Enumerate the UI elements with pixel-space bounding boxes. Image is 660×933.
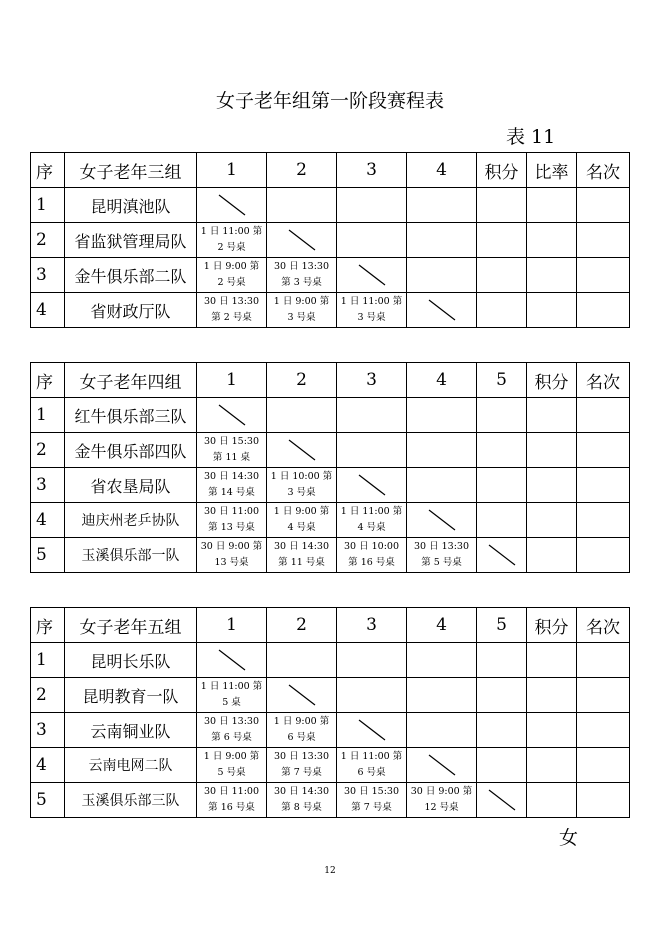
team-name: 玉溪俱乐部三队 xyxy=(65,783,197,818)
diagonal-cell xyxy=(407,748,477,783)
schedule-line: 6 号桌 xyxy=(357,767,386,778)
row-number: 5 xyxy=(31,538,65,573)
schedule-cell xyxy=(407,538,477,573)
empty-cell xyxy=(337,398,407,433)
schedule-line: 30 日 13:30 xyxy=(273,751,329,762)
schedule-line: 1 日 11:00 第 xyxy=(200,226,263,237)
header-cell: 积分 xyxy=(527,363,577,398)
schedule-line: 3 号桌 xyxy=(357,312,386,323)
empty-cell xyxy=(577,223,630,258)
table-row xyxy=(31,188,630,223)
schedule-line: 第 16 号桌 xyxy=(348,557,395,568)
empty-cell xyxy=(477,713,527,748)
header-cell: 4 xyxy=(407,363,477,398)
schedule-line: 1 日 10:00 第 xyxy=(270,471,333,482)
header-cell: 3 xyxy=(337,363,407,398)
schedule-cell xyxy=(337,748,407,783)
header-cell: 2 xyxy=(267,153,337,188)
header-cell: 4 xyxy=(407,153,477,188)
team-name: 金牛俱乐部二队 xyxy=(65,258,197,293)
header-row xyxy=(31,363,630,398)
row-number: 1 xyxy=(31,398,65,433)
header-cell: 女子老年四组 xyxy=(65,363,197,398)
row-number: 2 xyxy=(31,223,65,258)
diagonal-cell xyxy=(267,223,337,258)
schedule-cell xyxy=(197,468,267,503)
schedule-line: 5 号桌 xyxy=(217,767,246,778)
empty-cell xyxy=(577,748,630,783)
empty-cell xyxy=(477,223,527,258)
schedule-line: 1 日 9:00 第 xyxy=(203,261,260,272)
header-cell: 女子老年三组 xyxy=(65,153,197,188)
diagonal-slash-icon xyxy=(427,508,457,532)
schedule-line: 30 日 11:00 xyxy=(203,506,259,517)
empty-cell xyxy=(527,258,577,293)
empty-cell xyxy=(577,678,630,713)
header-row xyxy=(31,608,630,643)
empty-cell xyxy=(577,188,630,223)
empty-cell xyxy=(477,748,527,783)
empty-cell xyxy=(337,188,407,223)
schedule-line: 第 11 号桌 xyxy=(278,557,325,568)
empty-cell xyxy=(477,503,527,538)
empty-cell xyxy=(267,398,337,433)
header-cell: 名次 xyxy=(577,153,630,188)
team-name: 云南电网二队 xyxy=(65,748,197,783)
team-name: 省监狱管理局队 xyxy=(65,223,197,258)
header-cell: 积分 xyxy=(477,153,527,188)
empty-cell xyxy=(527,293,577,328)
schedule-cell xyxy=(337,293,407,328)
schedule-line: 第 16 号桌 xyxy=(208,802,255,813)
footer-char: 女 xyxy=(559,827,579,849)
empty-cell xyxy=(527,503,577,538)
empty-cell xyxy=(577,713,630,748)
header-cell: 5 xyxy=(477,608,527,643)
schedule-line: 第 7 号桌 xyxy=(351,802,392,813)
header-cell: 1 xyxy=(197,363,267,398)
row-number: 3 xyxy=(31,713,65,748)
schedule-line: 1 日 11:00 第 xyxy=(340,296,403,307)
row-number: 4 xyxy=(31,748,65,783)
schedule-line: 第 11 桌 xyxy=(212,452,251,463)
team-name: 省财政厅队 xyxy=(65,293,197,328)
empty-cell xyxy=(407,713,477,748)
schedule-cell xyxy=(267,713,337,748)
diagonal-slash-icon xyxy=(357,473,387,497)
diagonal-slash-icon xyxy=(487,788,517,812)
schedule-cell xyxy=(197,713,267,748)
diagonal-cell xyxy=(337,468,407,503)
diagonal-cell xyxy=(477,538,527,573)
schedule-cell xyxy=(267,468,337,503)
table-row xyxy=(31,223,630,258)
row-number: 2 xyxy=(31,433,65,468)
schedule-cell xyxy=(337,783,407,818)
schedule-cell xyxy=(267,783,337,818)
schedule-cell xyxy=(197,538,267,573)
team-name: 迪庆州老乒协队 xyxy=(65,503,197,538)
schedule-line: 2 号桌 xyxy=(217,277,246,288)
empty-cell xyxy=(477,398,527,433)
table-row xyxy=(31,398,630,433)
empty-cell xyxy=(477,678,527,713)
schedule-table-group5 xyxy=(30,607,630,818)
row-number: 2 xyxy=(31,678,65,713)
schedule-line: 第 2 号桌 xyxy=(211,312,252,323)
schedule-cell xyxy=(337,538,407,573)
schedule-line: 30 日 14:30 xyxy=(273,541,329,552)
diagonal-slash-icon xyxy=(217,648,247,672)
team-name: 昆明教育一队 xyxy=(65,678,197,713)
diagonal-slash-icon xyxy=(487,543,517,567)
table-number: 表 11 xyxy=(506,126,556,148)
schedule-line: 1 日 9:00 第 xyxy=(203,751,260,762)
diagonal-slash-icon xyxy=(217,193,247,217)
empty-cell xyxy=(527,713,577,748)
empty-cell xyxy=(527,783,577,818)
header-cell: 积分 xyxy=(527,608,577,643)
header-cell: 序 xyxy=(31,608,65,643)
table-row xyxy=(31,468,630,503)
row-number: 3 xyxy=(31,258,65,293)
diagonal-cell xyxy=(337,713,407,748)
schedule-line: 4 号桌 xyxy=(287,522,316,533)
empty-cell xyxy=(337,223,407,258)
schedule-line: 13 号桌 xyxy=(214,557,249,568)
empty-cell xyxy=(577,433,630,468)
schedule-line: 第 13 号桌 xyxy=(208,522,255,533)
header-cell: 1 xyxy=(197,153,267,188)
diagonal-slash-icon xyxy=(287,228,317,252)
empty-cell xyxy=(477,258,527,293)
team-name: 省农垦局队 xyxy=(65,468,197,503)
schedule-cell xyxy=(197,783,267,818)
diagonal-cell xyxy=(407,293,477,328)
empty-cell xyxy=(577,468,630,503)
schedule-line: 3 号桌 xyxy=(287,487,316,498)
schedule-line: 1 日 9:00 第 xyxy=(273,506,330,517)
empty-cell xyxy=(337,678,407,713)
empty-cell xyxy=(577,398,630,433)
empty-cell xyxy=(267,188,337,223)
row-number: 4 xyxy=(31,293,65,328)
table-row xyxy=(31,538,630,573)
empty-cell xyxy=(407,678,477,713)
team-name: 昆明长乐队 xyxy=(65,643,197,678)
schedule-line: 5 桌 xyxy=(222,697,241,708)
team-name: 玉溪俱乐部一队 xyxy=(65,538,197,573)
page-title: 女子老年组第一阶段赛程表 xyxy=(215,90,444,112)
schedule-line: 1 日 11:00 第 xyxy=(200,681,263,692)
schedule-line: 30 日 13:30 xyxy=(203,716,259,727)
empty-cell xyxy=(527,748,577,783)
schedule-line: 30 日 15:30 xyxy=(203,436,259,447)
empty-cell xyxy=(407,433,477,468)
diagonal-cell xyxy=(477,783,527,818)
schedule-line: 第 3 号桌 xyxy=(281,277,322,288)
diagonal-slash-icon xyxy=(427,753,457,777)
table-row xyxy=(31,783,630,818)
empty-cell xyxy=(407,188,477,223)
table-row xyxy=(31,433,630,468)
schedule-line: 30 日 9:00 第 xyxy=(410,786,473,797)
schedule-line: 1 日 9:00 第 xyxy=(273,716,330,727)
diagonal-cell xyxy=(197,398,267,433)
header-cell: 5 xyxy=(477,363,527,398)
diagonal-slash-icon xyxy=(357,718,387,742)
empty-cell xyxy=(337,643,407,678)
empty-cell xyxy=(337,433,407,468)
schedule-line: 第 6 号桌 xyxy=(211,732,252,743)
empty-cell xyxy=(527,223,577,258)
team-name: 云南铜业队 xyxy=(65,713,197,748)
table-row xyxy=(31,258,630,293)
empty-cell xyxy=(407,258,477,293)
empty-cell xyxy=(577,258,630,293)
diagonal-slash-icon xyxy=(217,403,247,427)
diagonal-cell xyxy=(337,258,407,293)
schedule-line: 12 号桌 xyxy=(424,802,459,813)
empty-cell xyxy=(527,468,577,503)
diagonal-cell xyxy=(197,188,267,223)
header-cell: 3 xyxy=(337,153,407,188)
schedule-line: 第 8 号桌 xyxy=(281,802,322,813)
team-name: 昆明滇池队 xyxy=(65,188,197,223)
diagonal-slash-icon xyxy=(287,438,317,462)
empty-cell xyxy=(267,643,337,678)
empty-cell xyxy=(477,293,527,328)
empty-cell xyxy=(407,468,477,503)
schedule-cell xyxy=(267,748,337,783)
empty-cell xyxy=(577,538,630,573)
schedule-cell xyxy=(197,433,267,468)
empty-cell xyxy=(477,643,527,678)
header-row xyxy=(31,153,630,188)
schedule-line: 4 号桌 xyxy=(357,522,386,533)
schedule-line: 2 号桌 xyxy=(217,242,246,253)
table-row xyxy=(31,713,630,748)
team-name: 红牛俱乐部三队 xyxy=(65,398,197,433)
row-number: 3 xyxy=(31,468,65,503)
header-cell: 4 xyxy=(407,608,477,643)
schedule-cell xyxy=(197,293,267,328)
schedule-line: 30 日 14:30 xyxy=(203,471,259,482)
schedule-line: 第 7 号桌 xyxy=(281,767,322,778)
header-cell: 名次 xyxy=(577,363,630,398)
diagonal-cell xyxy=(407,503,477,538)
schedule-cell xyxy=(267,258,337,293)
schedule-line: 30 日 11:00 xyxy=(203,786,259,797)
empty-cell xyxy=(527,643,577,678)
header-cell: 序 xyxy=(31,363,65,398)
empty-cell xyxy=(407,398,477,433)
schedule-line: 30 日 13:30 xyxy=(413,541,469,552)
table-row xyxy=(31,643,630,678)
team-name: 金牛俱乐部四队 xyxy=(65,433,197,468)
empty-cell xyxy=(577,293,630,328)
table-row xyxy=(31,503,630,538)
table-row xyxy=(31,293,630,328)
empty-cell xyxy=(577,503,630,538)
schedule-line: 30 日 13:30 xyxy=(273,261,329,272)
empty-cell xyxy=(527,188,577,223)
empty-cell xyxy=(577,643,630,678)
schedule-line: 30 日 10:00 xyxy=(343,541,399,552)
schedule-line: 3 号桌 xyxy=(287,312,316,323)
row-number: 5 xyxy=(31,783,65,818)
header-cell: 3 xyxy=(337,608,407,643)
empty-cell xyxy=(477,188,527,223)
header-cell: 2 xyxy=(267,608,337,643)
schedule-table-group4 xyxy=(30,362,630,573)
empty-cell xyxy=(527,678,577,713)
diagonal-cell xyxy=(197,643,267,678)
schedule-line: 30 日 13:30 xyxy=(203,296,259,307)
schedule-cell xyxy=(407,783,477,818)
diagonal-slash-icon xyxy=(357,263,387,287)
empty-cell xyxy=(477,468,527,503)
schedule-cell xyxy=(197,258,267,293)
diagonal-cell xyxy=(267,433,337,468)
schedule-table-group3 xyxy=(30,152,630,328)
empty-cell xyxy=(407,643,477,678)
empty-cell xyxy=(577,783,630,818)
empty-cell xyxy=(527,433,577,468)
schedule-line: 30 日 15:30 xyxy=(343,786,399,797)
page-number: 12 xyxy=(324,866,336,876)
schedule-line: 第 5 号桌 xyxy=(421,557,462,568)
header-cell: 比率 xyxy=(527,153,577,188)
schedule-cell xyxy=(197,678,267,713)
header-cell: 1 xyxy=(197,608,267,643)
row-number: 1 xyxy=(31,188,65,223)
row-number: 4 xyxy=(31,503,65,538)
schedule-cell xyxy=(267,538,337,573)
header-cell: 2 xyxy=(267,363,337,398)
schedule-line: 第 14 号桌 xyxy=(208,487,255,498)
schedule-cell xyxy=(197,748,267,783)
diagonal-cell xyxy=(267,678,337,713)
schedule-line: 30 日 14:30 xyxy=(273,786,329,797)
schedule-cell xyxy=(267,293,337,328)
header-cell: 序 xyxy=(31,153,65,188)
empty-cell xyxy=(477,433,527,468)
table-row xyxy=(31,748,630,783)
table-row xyxy=(31,678,630,713)
empty-cell xyxy=(527,538,577,573)
empty-cell xyxy=(407,223,477,258)
header-cell: 名次 xyxy=(577,608,630,643)
header-cell: 女子老年五组 xyxy=(65,608,197,643)
schedule-cell xyxy=(337,503,407,538)
schedule-cell xyxy=(197,503,267,538)
empty-cell xyxy=(527,398,577,433)
schedule-line: 1 日 9:00 第 xyxy=(273,296,330,307)
schedule-line: 30 日 9:00 第 xyxy=(200,541,263,552)
schedule-cell xyxy=(267,503,337,538)
schedule-cell xyxy=(197,223,267,258)
row-number: 1 xyxy=(31,643,65,678)
schedule-line: 1 日 11:00 第 xyxy=(340,506,403,517)
diagonal-slash-icon xyxy=(287,683,317,707)
diagonal-slash-icon xyxy=(427,298,457,322)
schedule-line: 1 日 11:00 第 xyxy=(340,751,403,762)
schedule-line: 6 号桌 xyxy=(287,732,316,743)
